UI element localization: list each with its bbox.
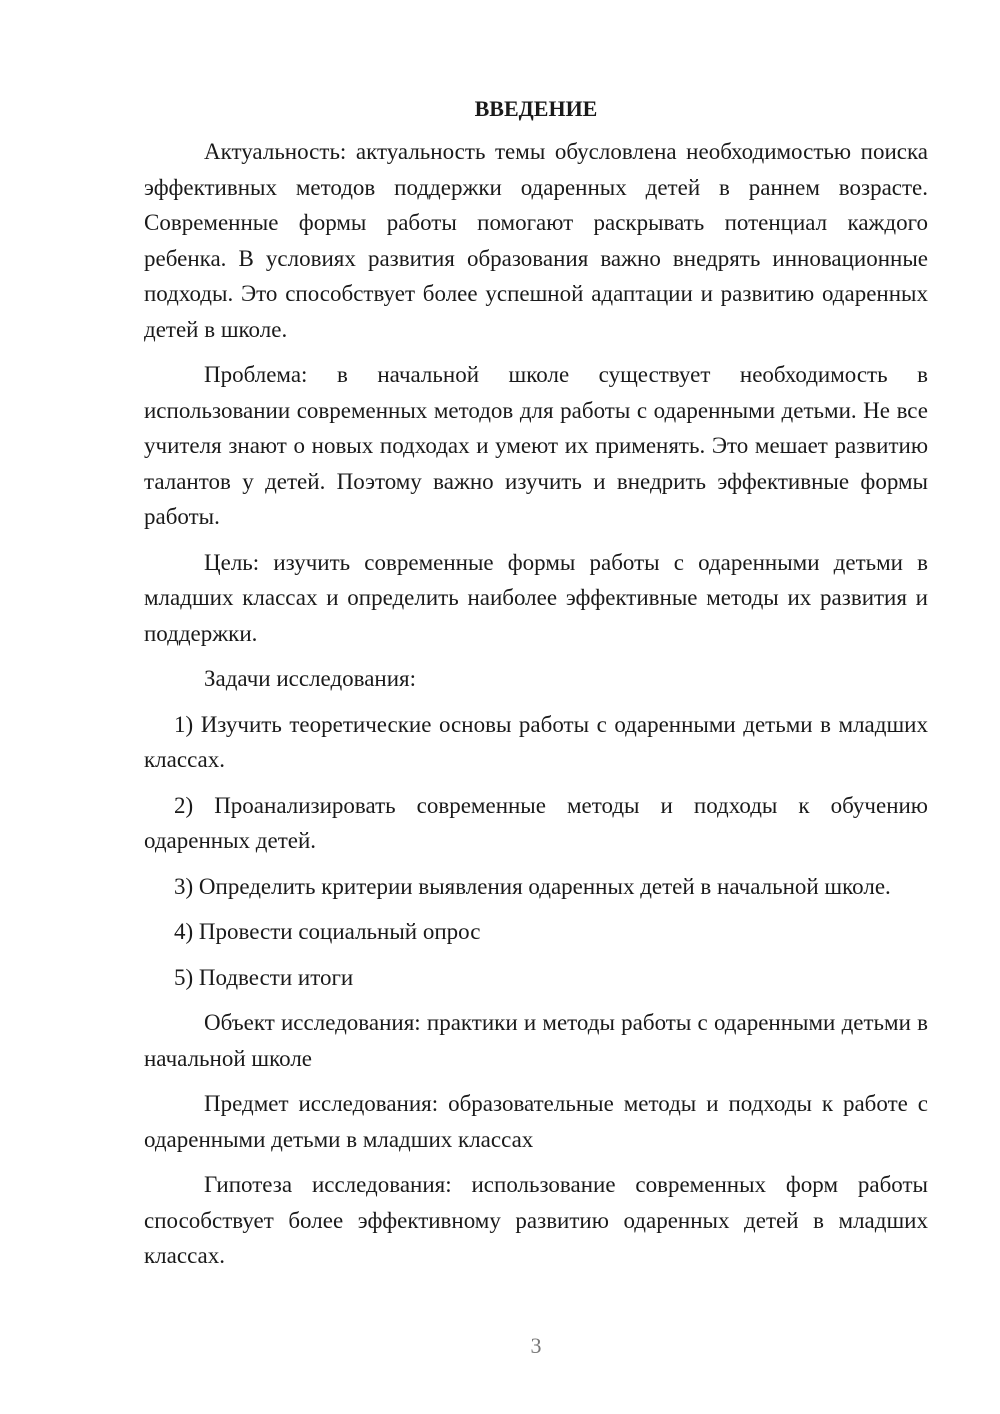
section-title: ВВЕДЕНИЕ — [474, 96, 598, 121]
task-item-2: 2) Проанализировать современные методы и подходы к обучению одаренных детей. — [144, 792, 928, 853]
page-number: 3 — [530, 1333, 542, 1358]
subject-paragraph: Предмет исследования: образовательные методы и подходы к работе с одаренными детьми в младших классах — [144, 1091, 928, 1152]
object-paragraph: Объект исследования: практики и методы работы с одаренными детьми в начальной школе — [144, 1010, 928, 1071]
hypothesis-paragraph: Гипотеза исследования: использование современных форм работы способствует более эффективному развитию одаренных детей в младших классах. — [144, 1172, 928, 1268]
page-content — [144, 94, 928, 1284]
problem-paragraph: Проблема: в начальной школе существует необходимость в использовании современных методов для работы с одаренными детьми. Не все учителя знают о новых подходах и умеют их применять. Это мешает развитию талантов у детей. Поэтому важно изучить и внедрить эффективные формы работы. — [144, 362, 928, 529]
relevance-paragraph: Актуальность: актуальность темы обусловлена необходимостью поиска эффективных методов поддержки одаренных детей в раннем возрасте. Современные формы работы помогают раскрывать потенциал каждого ребенка. В условиях развития образования важно внедрять инновационные подходы. Это способствует более успешной адаптации и развитию одаренных детей в школе. — [144, 139, 928, 342]
task-item-5: 5) Подвести итоги — [174, 964, 354, 990]
tasks-heading: Задачи исследования: — [204, 666, 417, 691]
goal-paragraph: Цель: изучить современные формы работы с одаренными детьми в младших классах и определить наиболее эффективные методы их развития и поддержки. — [144, 549, 928, 646]
task-item-3: 3) Определить критерии выявления одаренных детей в начальной школе. — [174, 873, 891, 899]
task-item-4: 4) Провести социальный опрос — [174, 919, 481, 944]
task-item-1: 1) Изучить теоретические основы работы с одаренными детьми в младших классах. — [144, 711, 928, 772]
